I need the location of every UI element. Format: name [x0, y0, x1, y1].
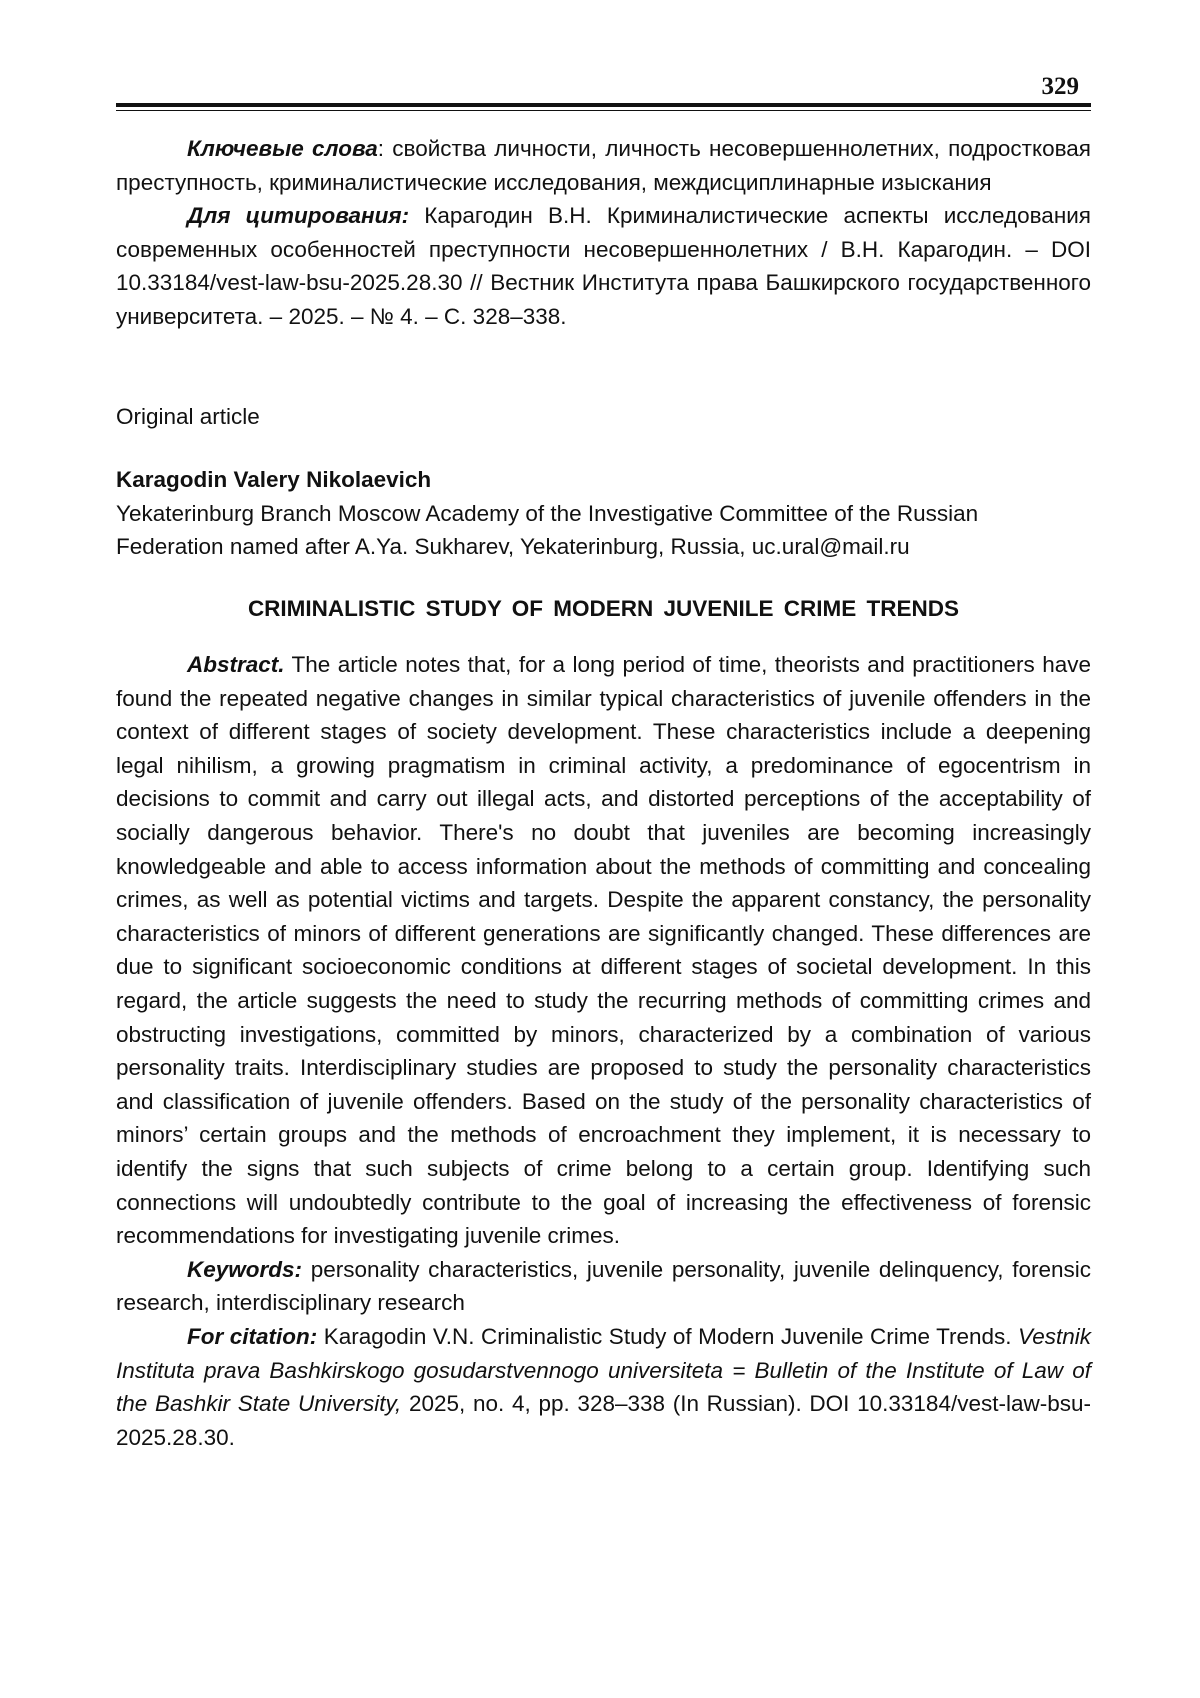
citation-text-1: Karagodin V.N. Criminalistic Study of Modern Juvenile Crime Trends. — [317, 1323, 1019, 1349]
ru-citation — [116, 199, 1091, 333]
citation-journal: Vestnik Instituta prava Bashkirskogo gosudarstvennogo universiteta = Bulletin of the Institute of Law of the Bashkir State University, — [116, 1323, 1091, 1417]
english-abstract-block — [116, 648, 1091, 1454]
page-header — [116, 70, 1091, 110]
abstract-text: The article notes that, for a long period of time, theorists and practitioners have found the repeated negative changes in similar typical characteristics of juvenile offenders in the context of different stages of society development. These characteristics include a deepening legal nihilism, a growing pragmatism in criminal activity, a predominance of egocentrism in decisions to commit and carry out illegal acts, and distorted perceptions of the acceptability of socially dangerous behavior. There's no doubt that juveniles are becoming increasingly knowledgeable and able to access information about the methods of committing and concealing crimes, as well as potential victims and targets. Despite the apparent constancy, the personality characteristics of minors of different generations are significantly changed. These differences are due to significant socioeconomic conditions at different stages of societal development. In this regard, the article suggests the need to study the recurring methods of committing crimes and obstructing investigations, committed by minors, characterized by a combination of various personality traits. Interdisciplinary studies are proposed to study the personality characteristics and classification of juvenile offenders. Based on the study of the personality characteristics of minors’ certain groups and the methods of encroachment they implement, it is necessary to identify the signs that such subjects of crime belong to a certain group. Identifying such connections will undoubtedly contribute to the goal of increasing the effectiveness of forensic recommendations for investigating juvenile crimes. — [116, 652, 1091, 1249]
abstract — [116, 648, 1091, 1253]
author-name: Karagodin Valery Nikolaevich — [116, 467, 432, 493]
citation — [116, 1320, 1091, 1454]
article-type: Original article — [116, 403, 260, 429]
abstract-label: Abstract. — [187, 652, 285, 678]
ru-citation-text: Карагодин В.Н. Криминалистические аспекты исследования современных особенностей преступности несовершеннолетних / В.Н. Карагодин. – DOI 10.33184/vest-law-bsu-2025.28.30 // Вестник Института права Башкирского государственного университета. – 2025. – № 4. – С. 328–338. — [116, 203, 1091, 329]
author-affiliation: Yekaterinburg Branch Moscow Academy of the Investigative Committee of the Russian Federation named after A.Ya. Sukharev, Yekaterinburg, Russia, uc.ural@mail.ru — [116, 500, 979, 560]
keywords — [116, 1253, 1091, 1320]
header-rule-thin — [116, 110, 1091, 111]
ru-keywords-text: : свойства личности, личность несовершеннолетних, подростковая преступность, криминалистические исследования, междисциплинарные изыскания — [116, 136, 1091, 195]
ru-keywords-label: Ключевые слова — [187, 136, 378, 161]
page-number: 329 — [1041, 73, 1079, 100]
ru-citation-label: Для цитирования: — [187, 203, 410, 229]
journal-page — [116, 70, 1091, 1454]
citation-text-2: 2025, no. 4, pp. 328–338 (In Russian). DOI 10.33184/vest-law-bsu-2025.28.30. — [116, 1391, 1091, 1450]
article-title: CRIMINALISTIC STUDY OF MODERN JUVENILE CRIME TRENDS — [247, 595, 960, 621]
russian-metadata — [116, 132, 1091, 334]
citation-label: For citation: — [187, 1323, 318, 1349]
keywords-label: Keywords: — [187, 1256, 303, 1282]
keywords-text: personality characteristics, juvenile personality, juvenile delinquency, forensic research, interdisciplinary research — [116, 1256, 1091, 1316]
ru-keywords — [116, 132, 1091, 199]
header-rule-thick — [116, 103, 1091, 107]
